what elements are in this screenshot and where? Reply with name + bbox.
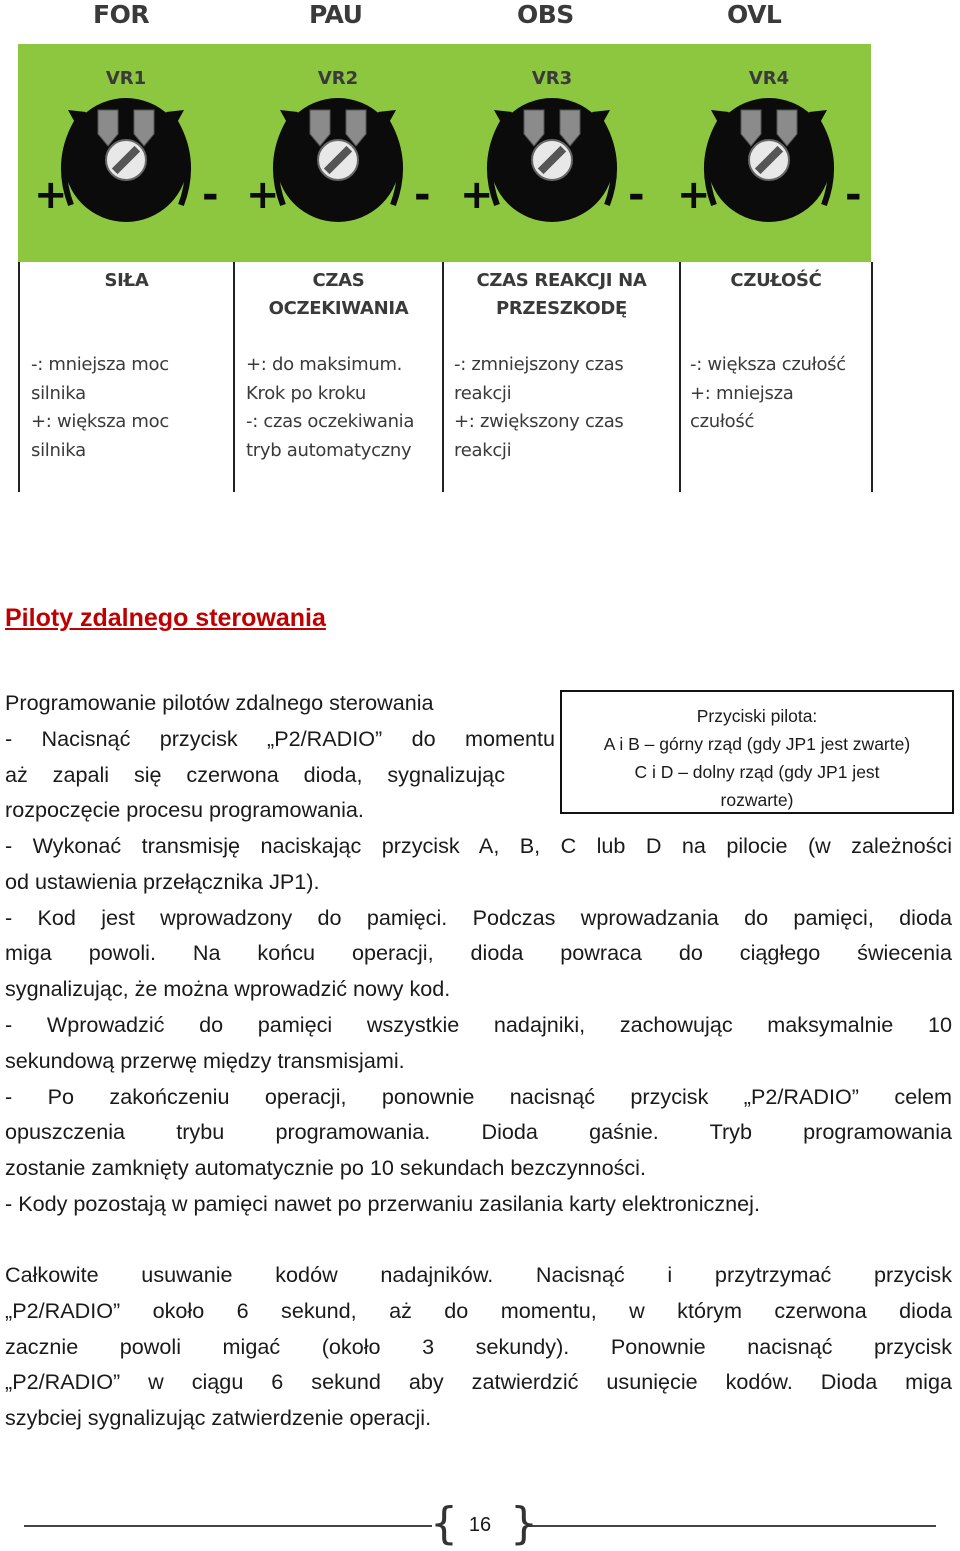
pcb-board-image [18, 44, 871, 262]
footer-rule-left [24, 1525, 432, 1527]
intro-line: aż zapali się czerwona dioda, sygnalizując [5, 761, 505, 787]
delete-line: „P2/RADIO” w ciągu 6 sekund aby zatwierdzić usunięcie kodów. Dioda miga [5, 1369, 952, 1395]
intro-line: - Nacisnąć przycisk „P2/RADIO” do momentu [5, 725, 555, 751]
plus-sign: + [34, 172, 68, 218]
potentiometer [677, 68, 862, 222]
minus-sign: - [845, 172, 862, 218]
body-line: zostanie zamknięty automatycznie po 10 sekundach bezczynności. [5, 1155, 646, 1181]
body-line: miga powoli. Na końcu operacji, dioda powraca do ciągłego świecenia [5, 940, 952, 966]
body-line: - Wykonać transmisję naciskając przycisk A, B, C lub D na pilocie (w zależności [5, 833, 952, 858]
potentiometer [34, 68, 219, 222]
potentiometer [460, 68, 645, 222]
minus-sign: - [414, 172, 431, 218]
pot-label-ovl: OVL [727, 0, 782, 29]
table-divider [679, 262, 681, 492]
delete-line: „P2/RADIO” około 6 sekund, aż do momentu, w którym czerwona dioda [5, 1297, 952, 1323]
potentiometer-diagram [18, 44, 871, 262]
potentiometer-description-table [0, 262, 960, 492]
delete-line: szybciej sygnalizując zatwierdzenie operacji. [5, 1405, 432, 1431]
body-line: sygnalizując, że można wprowadzić nowy kod. [5, 976, 451, 1002]
callout-line: rozwarte) [720, 790, 794, 810]
column-head-force: SIŁA [104, 270, 149, 291]
plus-sign: + [460, 172, 494, 218]
footer-rule-right [528, 1525, 936, 1527]
vr-label: VR2 [317, 68, 359, 89]
page-number: 16 [468, 1514, 492, 1536]
pot-label-pau: PAU [309, 0, 363, 29]
column-body-reaction-time: -: zmniejszony czas reakcji +: zwiększony czas reakcji [454, 354, 624, 461]
left-brace-icon: { [430, 1498, 458, 1549]
pot-label-for: FOR [93, 0, 150, 29]
right-brace-icon: } [510, 1498, 538, 1549]
plus-sign: + [677, 172, 711, 218]
intro-line: rozpoczęcie procesu programowania. [5, 797, 364, 823]
remote-buttons-callout [560, 690, 954, 814]
vr-label: VR3 [531, 68, 573, 89]
body-line: - Kody pozostają w pamięci nawet po przerwaniu zasilania karty elektronicznej. [5, 1190, 760, 1216]
column-body-sensitivity: -: większa czułość +: mniejsza czułość [690, 354, 846, 432]
section-title: Piloty zdalnego sterowania [5, 604, 326, 632]
delete-line: Całkowite usuwanie kodów nadajników. Nacisnąć i przytrzymać przycisk [5, 1262, 952, 1287]
delete-codes-paragraph [5, 1257, 952, 1436]
column-head-sensitivity: CZUŁOŚĆ [730, 270, 822, 291]
delete-line: zacznie powoli migać (około 3 sekundy). Ponownie nacisnąć przycisk [5, 1333, 952, 1359]
table-divider [18, 262, 20, 492]
plus-sign: + [246, 172, 280, 218]
column-body-wait-time: +: do maksimum. Krok po kroku -: czas oczekiwania tryb automatyczny [246, 354, 415, 461]
body-line: sekundową przerwę między transmisjami. [5, 1047, 405, 1073]
body-line: - Kod jest wprowadzony do pamięci. Podczas wprowadzania do pamięci, dioda [5, 904, 952, 930]
body-line: od ustawienia przełącznika JP1). [5, 868, 320, 894]
column-head-reaction-time: CZAS REAKCJI NA PRZESZKODĘ [476, 270, 647, 319]
column-head-wait-time: CZAS OCZEKIWANIA [268, 270, 409, 319]
callout-line: Przyciski pilota: [696, 706, 818, 726]
callout-line: C i D – dolny rząd (gdy JP1 jest [634, 762, 880, 782]
column-body-force: -: mniejsza moc silnika +: większa moc silnika [31, 354, 169, 461]
body-line: - Po zakończeniu operacji, ponownie nacisnąć przycisk „P2/RADIO” celem [5, 1083, 952, 1109]
vr-label: VR4 [748, 68, 790, 89]
body-line: - Wprowadzić do pamięci wszystkie nadajniki, zachowując maksymalnie 10 [5, 1011, 952, 1037]
programming-steps-paragraph [5, 828, 952, 1222]
intro-line: Programowanie pilotów zdalnego sterowania [5, 690, 434, 715]
table-divider [871, 262, 873, 492]
minus-sign: - [202, 172, 219, 218]
body-line: opuszczenia trybu programowania. Dioda gaśnie. Tryb programowania [5, 1119, 952, 1145]
intro-paragraph [5, 685, 555, 828]
potentiometer [246, 68, 431, 222]
pot-label-obs: OBS [517, 0, 574, 29]
potentiometer-labels [0, 0, 960, 40]
vr-label: VR1 [105, 68, 147, 89]
callout-line: A i B – górny rząd (gdy JP1 jest zwarte) [603, 734, 911, 754]
minus-sign: - [628, 172, 645, 218]
